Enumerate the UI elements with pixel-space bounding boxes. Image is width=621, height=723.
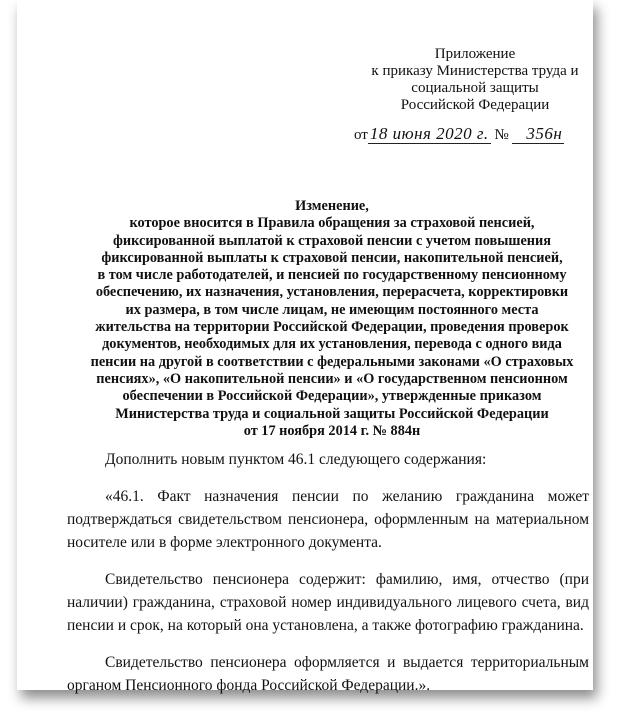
paragraph xyxy=(67,485,589,554)
paragraph-line: Дополнить новым пунктом 46.1 следующего содержания: xyxy=(105,451,487,468)
title-line: пенсиях», «О накопительной пенсии» и «О государственном пенсионном xyxy=(96,370,568,387)
header-line: к приказу Министерства труда и xyxy=(371,63,579,79)
header-line: Приложение xyxy=(434,46,516,62)
document-body xyxy=(67,448,589,697)
appendix-header xyxy=(347,46,603,114)
paragraph-line: органом Пенсионного фонда Российской Федерации.». xyxy=(67,677,431,694)
title-line: фиксированной выплаты к страховой пенсии, накопительной пенсией, xyxy=(101,249,563,266)
title-line: обеспечению, их назначения, установления, перерасчета, корректировки xyxy=(95,284,569,301)
paragraph xyxy=(67,448,589,471)
date-prefix: от xyxy=(354,127,368,143)
document-page xyxy=(17,0,593,694)
title-line: в том числе работодателей, и пенсией по государственному пенсионному xyxy=(97,267,567,284)
order-date-line xyxy=(354,124,564,145)
paragraph xyxy=(67,568,589,637)
header-line: социальной защиты xyxy=(411,80,539,96)
paragraph-line: Свидетельство пенсионера оформляется и выдается территориальным xyxy=(105,654,589,671)
title-line: Министерства труда и социальной защиты Российской Федерации xyxy=(115,405,549,422)
title-line: Изменение, xyxy=(295,198,369,214)
document-title xyxy=(17,198,621,440)
title-line: документов, необходимых для их установления, перевода с одного вида xyxy=(102,336,562,353)
number-sign: № xyxy=(494,127,509,143)
title-line: жительства на территории Российской Федерации, проведения проверок xyxy=(95,319,569,336)
handwritten-date: 18 июня 2020 г. xyxy=(369,124,489,143)
title-line: пенсии на другой в соответствии с федеральными законами «О страховых xyxy=(90,353,574,370)
paragraph-line: подтверждаться свидетельством пенсионера, оформленным на материальном xyxy=(67,511,589,528)
handwritten-number: 356н xyxy=(512,124,564,144)
paragraph-line: наличии) гражданина, страховой номер индивидуального лицевого счета, вид xyxy=(67,594,589,611)
paragraph-line: пенсии и срок, на который она установлена, а также фотографию гражданина. xyxy=(67,617,584,634)
paragraph-line: Свидетельство пенсионера содержит: фамилию, имя, отчество (при xyxy=(105,571,589,588)
header-line: Российской Федерации xyxy=(400,97,550,113)
paragraph xyxy=(67,651,589,697)
title-line: обеспечении в Российской Федерации», утвержденные приказом xyxy=(122,388,542,405)
paragraph-line: носителе или в форме электронного документа. xyxy=(67,534,382,551)
title-line: фиксированной выплатой к страховой пенсии с учетом повышения xyxy=(112,232,552,249)
title-line: от 17 ноября 2014 г. № 884н xyxy=(243,422,421,439)
paragraph-line: «46.1. Факт назначения пенсии по желанию гражданина может xyxy=(105,488,589,505)
title-line: их размера, в том числе лицам, не имеющим постоянного места xyxy=(125,301,539,318)
title-line: которое вносится в Правила обращения за страховой пенсией, xyxy=(129,215,535,232)
